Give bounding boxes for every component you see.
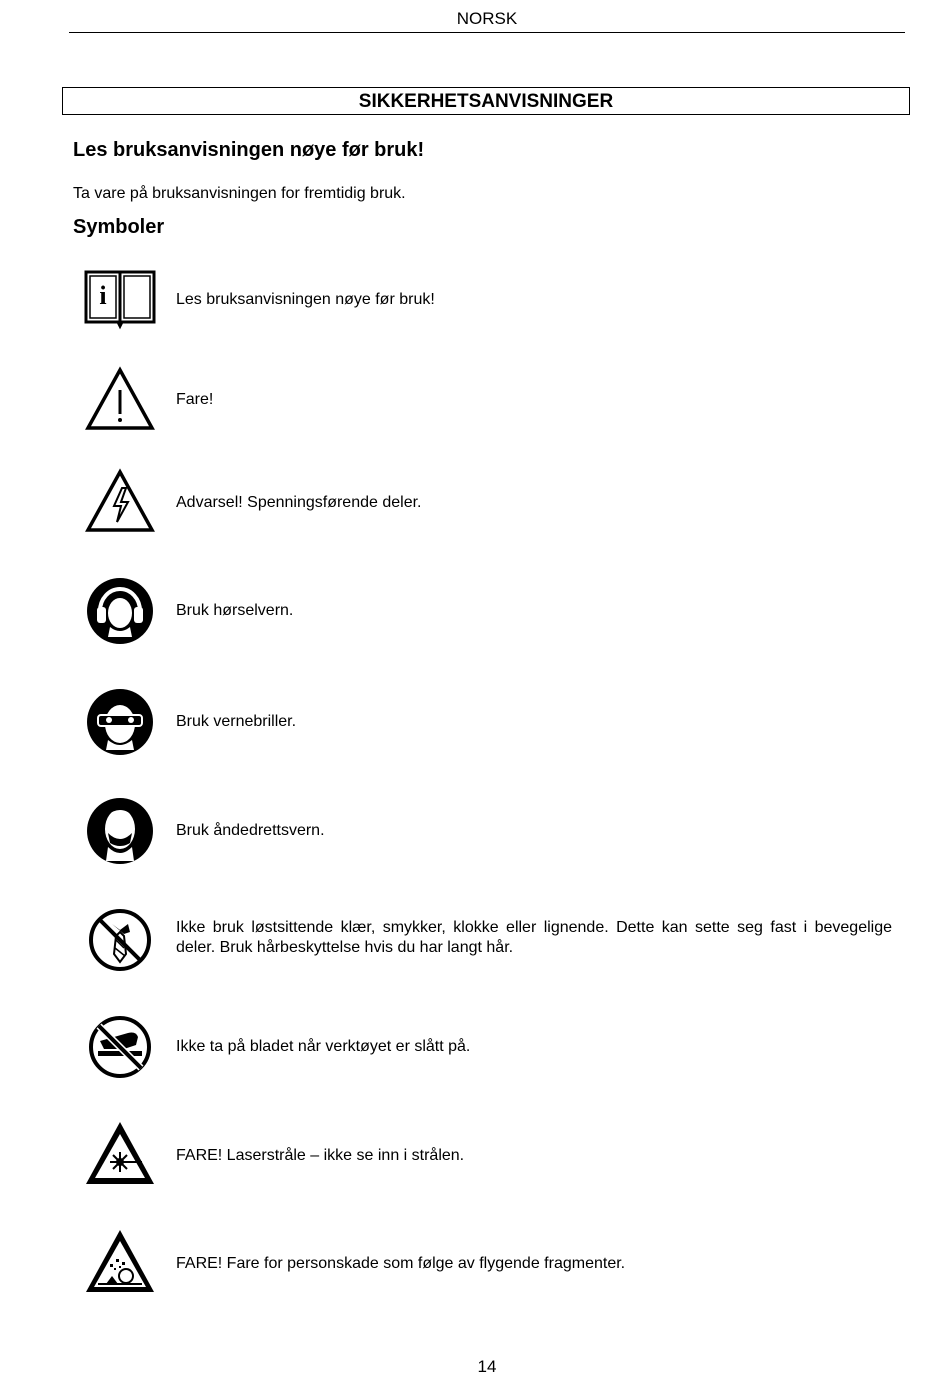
symbol-text: Fare! xyxy=(176,391,214,408)
hearing-protection-icon xyxy=(84,575,156,647)
eye-protection-icon xyxy=(84,686,156,758)
electric-hazard-icon xyxy=(84,466,156,538)
no-loose-clothing-icon xyxy=(84,904,156,976)
laser-warning-icon xyxy=(84,1118,156,1190)
symbol-text: Bruk hørselvern. xyxy=(176,602,294,619)
symbol-text: Advarsel! Spenningsførende deler. xyxy=(176,494,422,511)
symbols-heading: Symboler xyxy=(73,216,165,238)
page-number: 14 xyxy=(477,1357,497,1376)
no-touch-blade-icon xyxy=(84,1011,156,1083)
main-heading: Les bruksanvisningen nøye før bruk! xyxy=(73,139,425,161)
flying-fragments-icon xyxy=(84,1226,156,1298)
symbol-text: Bruk vernebriller. xyxy=(176,713,297,730)
manual-book-icon xyxy=(84,262,156,334)
respiratory-protection-icon xyxy=(84,795,156,867)
section-title: SIKKERHETSANVISNINGER xyxy=(62,87,910,115)
symbol-text: Ikke ta på bladet når verktøyet er slått på. xyxy=(176,1038,471,1055)
symbol-text: FARE! Laserstråle – ikke se inn i strålen. xyxy=(176,1147,465,1164)
danger-warning-icon xyxy=(84,364,156,436)
symbol-text: Les bruksanvisningen nøye før bruk! xyxy=(176,291,435,308)
header-divider xyxy=(69,32,905,33)
symbol-text: Bruk åndedrettsvern. xyxy=(176,822,325,839)
header-language: NORSK xyxy=(456,9,518,28)
svg-text:i: i xyxy=(99,281,107,310)
symbol-text: Ikke bruk løstsittende klær, smykker, klokke eller lignende. Dette kan sette seg fast i bevegelige deler. Bruk hårbeskyttelse hvis du har langt hår. xyxy=(176,919,892,956)
intro-text: Ta vare på bruksanvisningen for fremtidig bruk. xyxy=(73,185,406,202)
symbol-text: FARE! Fare for personskade som følge av flygende fragmenter. xyxy=(176,1255,626,1272)
